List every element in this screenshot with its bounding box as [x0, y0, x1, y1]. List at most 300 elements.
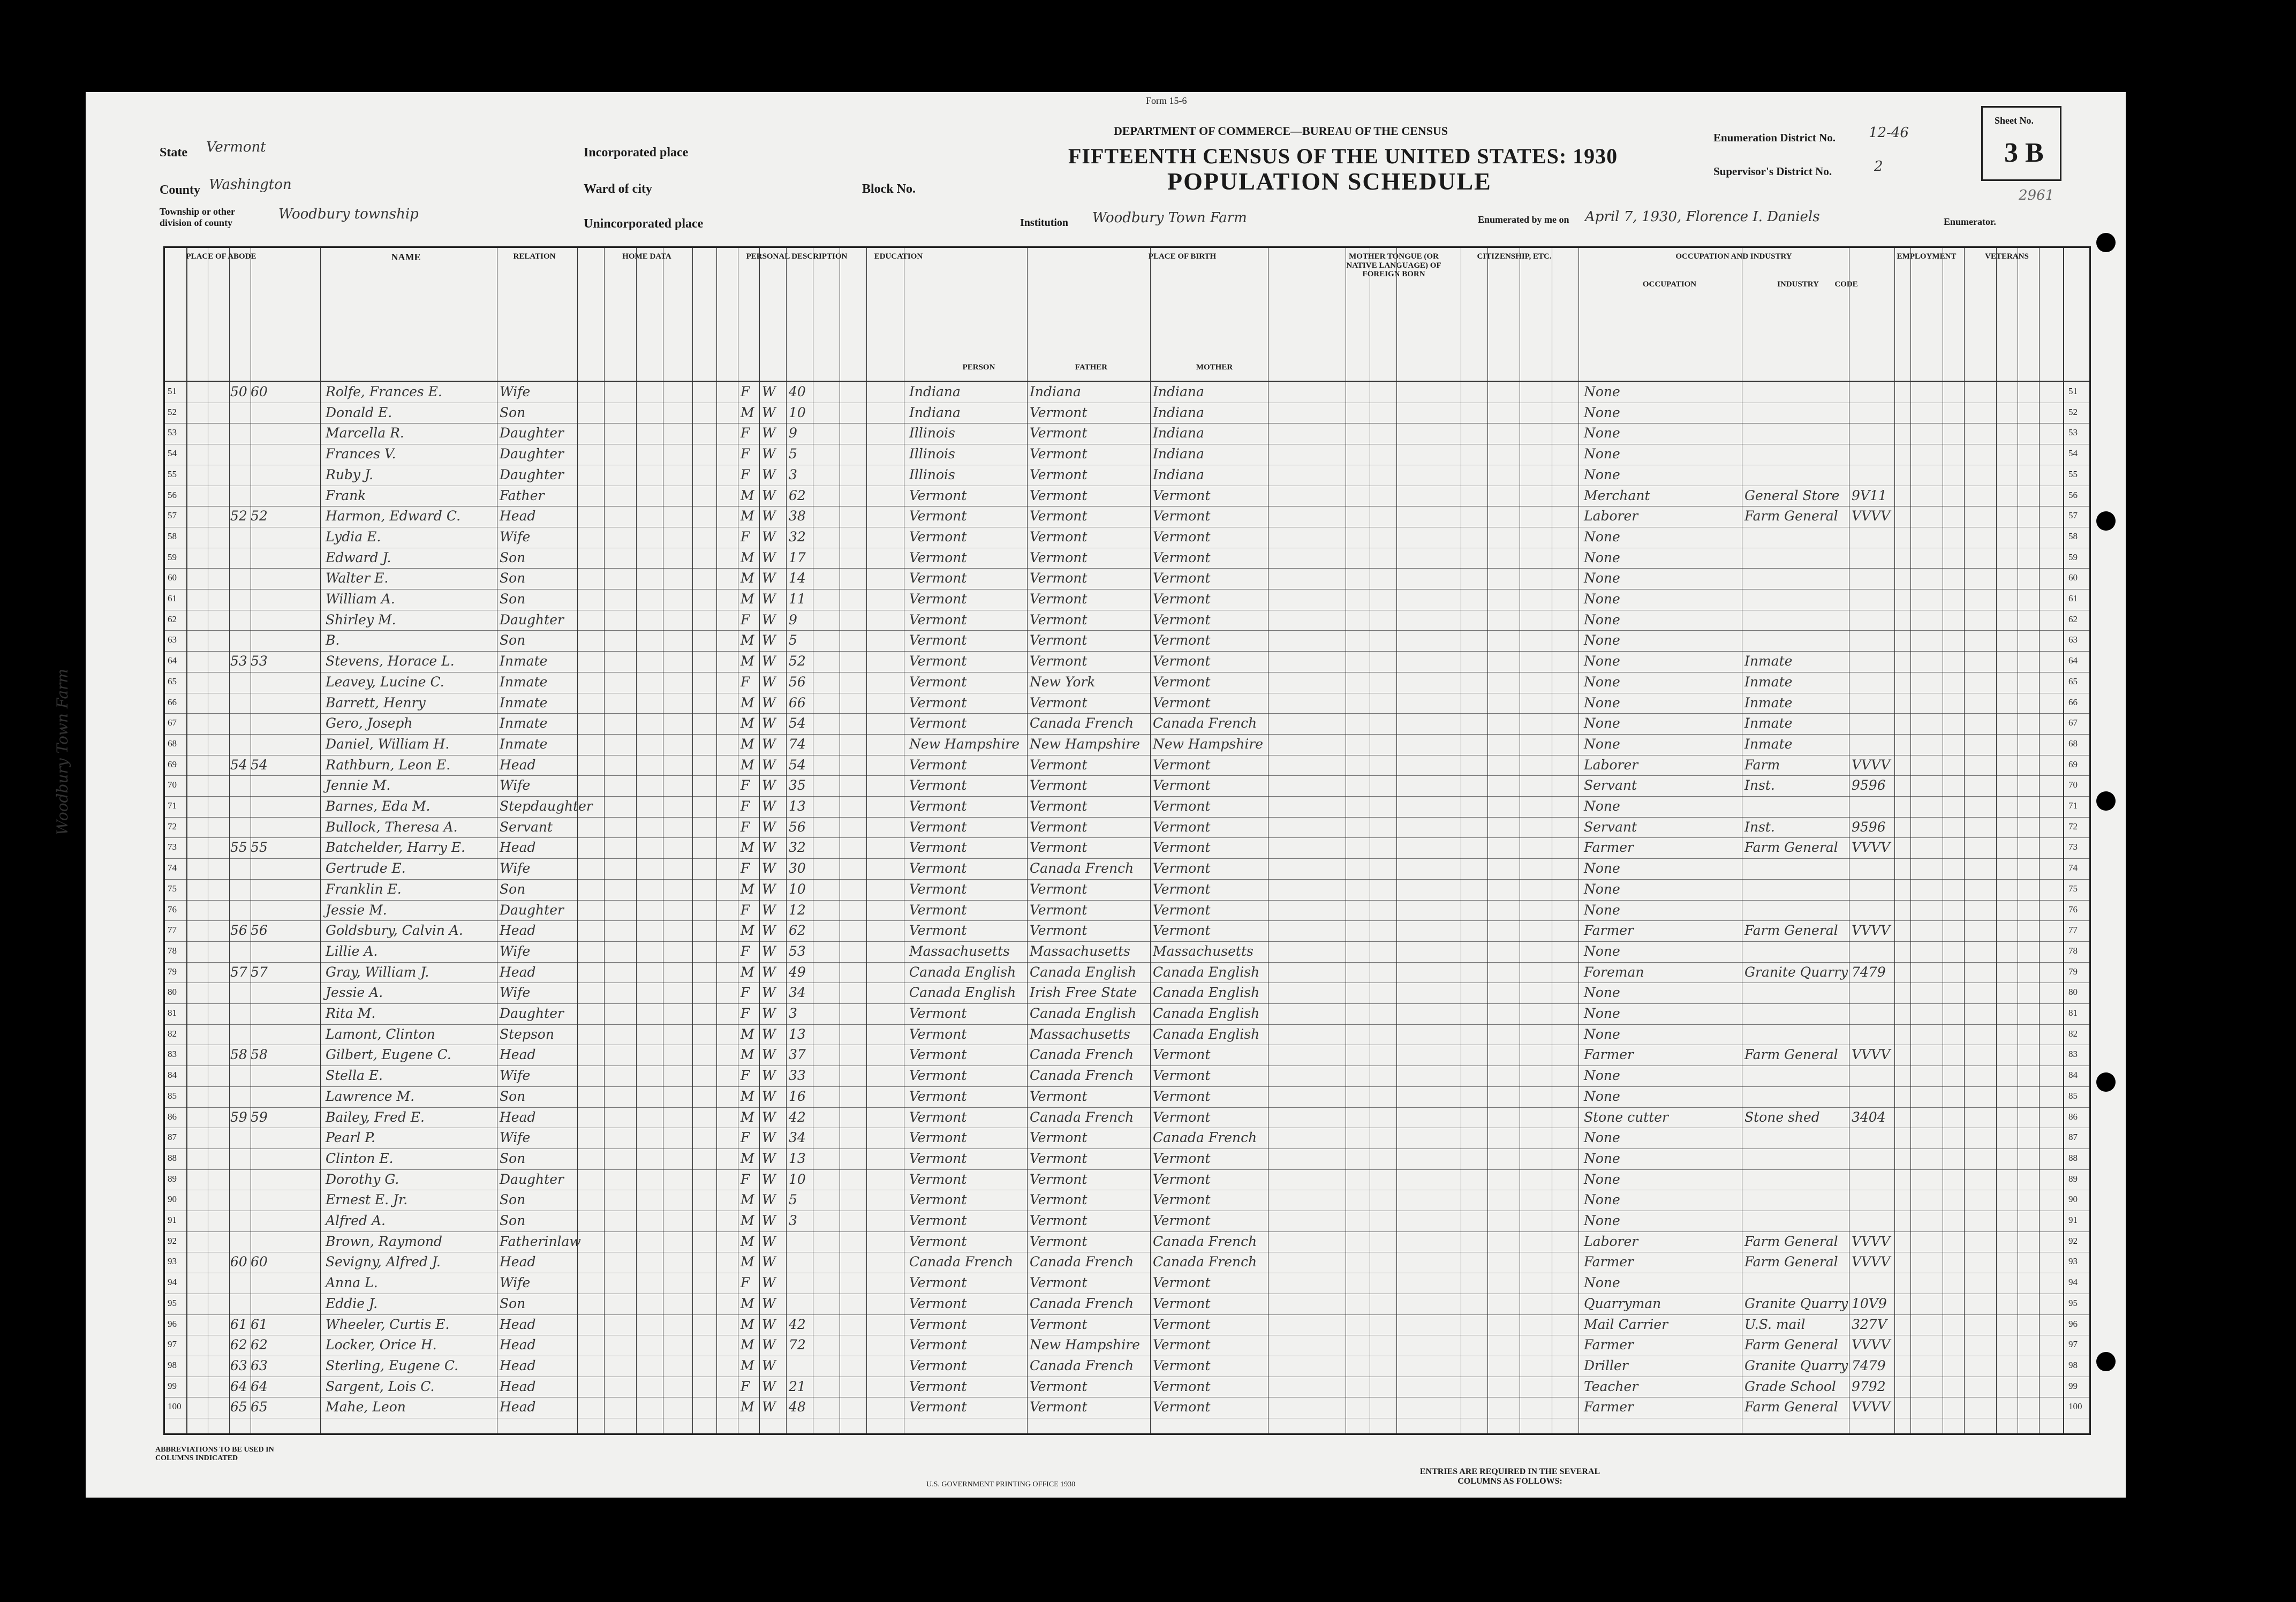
- cell-fpob: Vermont: [1030, 694, 1087, 711]
- line-number: 95: [168, 1297, 177, 1308]
- cell-sex: F: [741, 674, 750, 690]
- cell-rel: Wife: [500, 777, 531, 794]
- cell-name: Eddie J.: [326, 1295, 378, 1311]
- cell-dwell: 59: [230, 1109, 247, 1125]
- row-rule: [165, 589, 2089, 590]
- cell-age: 3: [789, 1006, 797, 1021]
- cell-dwell: 63: [230, 1357, 247, 1373]
- cell-occ: None: [1584, 860, 1620, 876]
- line-number-right: 83: [2068, 1049, 2078, 1060]
- cell-ind: Granite Quarry: [1744, 1295, 1848, 1311]
- line-number: 83: [168, 1049, 177, 1060]
- cell-sex: M: [741, 1088, 754, 1104]
- column-divider: [604, 248, 605, 1433]
- line-number: 58: [168, 531, 177, 541]
- cell-sex: M: [741, 736, 754, 752]
- cell-race: W: [762, 1068, 776, 1084]
- line-number: 85: [168, 1090, 177, 1101]
- cell-pob: Vermont: [909, 840, 967, 856]
- cell-pob: Vermont: [909, 549, 967, 565]
- cell-dwell: 58: [230, 1047, 247, 1063]
- line-number: 57: [168, 510, 177, 521]
- cell-fpob: Vermont: [1030, 1150, 1087, 1166]
- cell-code: 9V11: [1852, 487, 1887, 503]
- census-title: FIFTEENTH CENSUS OF THE UNITED STATES: 1930: [1068, 144, 1618, 168]
- line-number: 86: [168, 1111, 177, 1122]
- cell-race: W: [762, 943, 776, 959]
- binder-hole-1: [2096, 233, 2116, 252]
- line-number-right: 98: [2068, 1359, 2078, 1370]
- cell-race: W: [762, 1233, 776, 1249]
- cell-name: Ruby J.: [326, 466, 374, 482]
- cell-fpob: Vermont: [1030, 425, 1087, 441]
- cell-dwell: 64: [230, 1378, 247, 1394]
- row-rule: [165, 1231, 2089, 1232]
- cell-age: 32: [789, 528, 806, 545]
- row-rule: [165, 713, 2089, 714]
- incorporated-label: Incorporated place: [584, 146, 689, 160]
- line-number-right: 56: [2068, 489, 2078, 500]
- header-occupation: OCCUPATION: [1642, 280, 1697, 289]
- line-number-right: 54: [2068, 448, 2078, 459]
- cell-ind: Granite Quarry: [1744, 1357, 1848, 1373]
- cell-mpob: Vermont: [1153, 1068, 1211, 1084]
- cell-rel: Wife: [500, 860, 531, 876]
- cell-race: W: [762, 1337, 776, 1353]
- cell-race: W: [762, 1088, 776, 1104]
- line-number-right: 91: [2068, 1215, 2078, 1225]
- line-number: 71: [168, 800, 177, 811]
- cell-occ: Stone cutter: [1584, 1109, 1669, 1125]
- cell-fpob: Vermont: [1030, 1171, 1087, 1187]
- cell-mpob: Vermont: [1153, 819, 1211, 835]
- cell-pob: Vermont: [909, 881, 967, 897]
- cell-mpob: Vermont: [1153, 570, 1211, 586]
- cell-fpob: Vermont: [1030, 1192, 1087, 1208]
- column-divider: [577, 248, 578, 1433]
- cell-occ: Farmer: [1584, 923, 1634, 939]
- binder-hole-3: [2096, 791, 2116, 811]
- cell-sex: F: [741, 528, 750, 545]
- cell-race: W: [762, 1378, 776, 1394]
- line-number-right: 62: [2068, 614, 2078, 624]
- cell-rel: Head: [500, 1047, 536, 1063]
- cell-name: Shirley M.: [326, 611, 396, 628]
- cell-pob: Vermont: [909, 528, 967, 545]
- cell-fam: 58: [251, 1047, 268, 1063]
- cell-mpob: Vermont: [1153, 1337, 1211, 1353]
- line-number: 59: [168, 551, 177, 562]
- cell-name: Jennie M.: [326, 777, 391, 794]
- cell-fpob: Vermont: [1030, 1233, 1087, 1249]
- header-industry: INDUSTRY: [1777, 280, 1819, 289]
- group-veterans: VETERANS: [1985, 252, 2029, 261]
- cell-age: 34: [789, 985, 806, 1001]
- cell-pob: Vermont: [909, 632, 967, 648]
- binder-hole-2: [2096, 511, 2116, 531]
- cell-fpob: Irish Free State: [1030, 985, 1137, 1001]
- cell-mpob: Vermont: [1153, 632, 1211, 648]
- cell-occ: None: [1584, 736, 1620, 752]
- cell-race: W: [762, 1109, 776, 1125]
- cell-occ: None: [1584, 1006, 1620, 1021]
- cell-ind: Stone shed: [1744, 1109, 1820, 1125]
- cell-sex: F: [741, 466, 750, 482]
- cell-race: W: [762, 611, 776, 628]
- row-rule: [165, 651, 2089, 652]
- cell-age: 33: [789, 1068, 806, 1084]
- cell-mpob: Canada English: [1153, 1006, 1260, 1021]
- cell-sex: M: [741, 1109, 754, 1125]
- cell-occ: Teacher: [1584, 1378, 1638, 1394]
- cell-pob: Vermont: [909, 1378, 967, 1394]
- cell-occ: Merchant: [1584, 487, 1650, 503]
- township-label: Township or other division of county: [160, 206, 235, 228]
- cell-ind: Inst.: [1744, 777, 1775, 794]
- cell-pob: Indiana: [909, 404, 961, 420]
- line-number-right: 95: [2068, 1297, 2078, 1308]
- cell-rel: Daughter: [500, 902, 564, 918]
- cell-race: W: [762, 923, 776, 939]
- cell-sex: M: [741, 570, 754, 586]
- line-number: 96: [168, 1318, 177, 1329]
- cell-fpob: Canada French: [1030, 1047, 1134, 1063]
- cell-age: 38: [789, 508, 806, 524]
- group-home-data: HOME DATA: [622, 252, 671, 261]
- line-number: 78: [168, 945, 177, 956]
- cell-race: W: [762, 819, 776, 835]
- cell-rel: Stepdaughter: [500, 798, 593, 814]
- line-number-right: 68: [2068, 738, 2078, 749]
- printer-line: U.S. GOVERNMENT PRINTING OFFICE 1930: [926, 1480, 1076, 1488]
- cell-sex: M: [741, 1399, 754, 1415]
- cell-pob: Vermont: [909, 1088, 967, 1104]
- line-number: 99: [168, 1380, 177, 1391]
- header-code: CODE: [1834, 280, 1858, 289]
- line-number: 62: [168, 614, 177, 624]
- cell-age: 54: [789, 757, 806, 773]
- line-number-right: 96: [2068, 1318, 2078, 1329]
- cell-race: W: [762, 674, 776, 690]
- cell-rel: Son: [500, 549, 526, 565]
- cell-occ: None: [1584, 446, 1620, 462]
- cell-fpob: Indiana: [1030, 384, 1081, 399]
- cell-age: 52: [789, 653, 806, 669]
- row-rule: [165, 941, 2089, 942]
- cell-name: Rathburn, Leon E.: [326, 757, 451, 773]
- cell-pob: Vermont: [909, 1337, 967, 1353]
- cell-pob: Vermont: [909, 1047, 967, 1063]
- cell-fpob: Vermont: [1030, 611, 1087, 628]
- cell-age: 72: [789, 1337, 806, 1353]
- row-rule: [165, 920, 2089, 921]
- sheet-number-box: [1981, 106, 2061, 181]
- cell-dwell: 57: [230, 964, 247, 980]
- cell-age: 32: [789, 840, 806, 856]
- cell-code: 10V9: [1852, 1295, 1887, 1311]
- column-divider: [1996, 248, 1997, 1433]
- cell-mpob: Massachusetts: [1153, 943, 1253, 959]
- state-value: Vermont: [206, 139, 266, 155]
- line-number-right: 100: [2068, 1401, 2082, 1412]
- cell-rel: Head: [500, 840, 536, 856]
- cell-fam: 64: [251, 1378, 268, 1394]
- cell-rel: Son: [500, 591, 526, 607]
- line-number-right: 51: [2068, 386, 2078, 396]
- cell-pob: Vermont: [909, 674, 967, 690]
- line-number-right: 76: [2068, 904, 2078, 915]
- cell-race: W: [762, 985, 776, 1001]
- cell-pob: Vermont: [909, 1295, 967, 1311]
- cell-rel: Daughter: [500, 1171, 564, 1187]
- line-number: 80: [168, 987, 177, 998]
- cell-sex: F: [741, 384, 750, 399]
- line-number-right: 78: [2068, 945, 2078, 956]
- cell-race: W: [762, 736, 776, 752]
- cell-age: 16: [789, 1088, 806, 1104]
- cell-name: Barrett, Henry: [326, 694, 426, 711]
- cell-occ: None: [1584, 1068, 1620, 1084]
- county-label: County: [160, 183, 201, 197]
- line-number-right: 71: [2068, 800, 2078, 811]
- cell-code: 9596: [1852, 777, 1886, 794]
- cell-rel: Son: [500, 1295, 526, 1311]
- cell-occ: None: [1584, 549, 1620, 565]
- line-number: 69: [168, 759, 177, 769]
- cell-code: 9596: [1852, 819, 1886, 835]
- cell-occ: None: [1584, 570, 1620, 586]
- line-number: 72: [168, 821, 177, 832]
- cell-fpob: Vermont: [1030, 902, 1087, 918]
- cell-mpob: Indiana: [1153, 404, 1204, 420]
- header-rule: [165, 381, 2089, 382]
- cell-rel: Head: [500, 757, 536, 773]
- line-number-right: 86: [2068, 1111, 2078, 1122]
- line-number-right: 75: [2068, 883, 2078, 894]
- cell-fpob: Vermont: [1030, 528, 1087, 545]
- cell-race: W: [762, 1254, 776, 1270]
- line-number-right: 99: [2068, 1380, 2078, 1391]
- cell-age: 5: [789, 1192, 797, 1208]
- line-number-right: 65: [2068, 676, 2078, 686]
- cell-rel: Wife: [500, 943, 531, 959]
- cell-occ: None: [1584, 528, 1620, 545]
- row-rule: [165, 817, 2089, 818]
- cell-occ: Quarryman: [1584, 1295, 1661, 1311]
- cell-sex: M: [741, 1254, 754, 1270]
- line-number: 52: [168, 406, 177, 417]
- cell-sex: M: [741, 508, 754, 524]
- cell-name: Leavey, Lucine C.: [326, 674, 444, 690]
- line-number: 73: [168, 842, 177, 852]
- cell-ind: U.S. mail: [1744, 1316, 1806, 1332]
- cell-fam: 63: [251, 1357, 268, 1373]
- cell-mpob: Vermont: [1153, 694, 1211, 711]
- line-number-right: 94: [2068, 1277, 2078, 1288]
- cell-age: 53: [789, 943, 806, 959]
- cell-pob: Vermont: [909, 694, 967, 711]
- cell-age: 13: [789, 1026, 806, 1042]
- cell-occ: Mail Carrier: [1584, 1316, 1668, 1332]
- cell-age: 66: [789, 694, 806, 711]
- line-number: 79: [168, 966, 177, 977]
- cell-ind: Inst.: [1744, 819, 1775, 835]
- cell-sex: M: [741, 1337, 754, 1353]
- line-number-right: 84: [2068, 1070, 2078, 1080]
- cell-occ: Farmer: [1584, 1337, 1634, 1353]
- cell-occ: None: [1584, 798, 1620, 814]
- cell-rel: Head: [500, 1316, 536, 1332]
- cell-mpob: Vermont: [1153, 1295, 1211, 1311]
- cell-dwell: 50: [230, 384, 247, 399]
- line-number-right: 79: [2068, 966, 2078, 977]
- row-rule: [165, 630, 2089, 631]
- cell-fpob: Vermont: [1030, 1213, 1087, 1228]
- cell-rel: Wife: [500, 1130, 531, 1146]
- cell-fpob: Vermont: [1030, 819, 1087, 835]
- cell-occ: Farmer: [1584, 1399, 1634, 1415]
- cell-age: 12: [789, 902, 806, 918]
- cell-ind: Farm General: [1744, 1337, 1838, 1353]
- cell-race: W: [762, 1213, 776, 1228]
- cell-fam: 62: [251, 1337, 268, 1353]
- cell-mpob: Vermont: [1153, 1213, 1211, 1228]
- cell-mpob: Vermont: [1153, 1171, 1211, 1187]
- cell-sex: F: [741, 425, 750, 441]
- cell-occ: None: [1584, 1213, 1620, 1228]
- line-number-right: 89: [2068, 1173, 2078, 1184]
- group-place-of-birth: PLACE OF BIRTH: [1148, 252, 1217, 261]
- cell-mpob: Vermont: [1153, 549, 1211, 565]
- cell-ind: Farm General: [1744, 1233, 1838, 1249]
- cell-name: Walter E.: [326, 570, 389, 586]
- cell-pob: Canada English: [909, 985, 1016, 1001]
- cell-mpob: Indiana: [1153, 466, 1204, 482]
- cell-sex: M: [741, 694, 754, 711]
- cell-sex: F: [741, 798, 750, 814]
- column-divider: [320, 248, 321, 1433]
- cell-pob: Vermont: [909, 1316, 967, 1332]
- cell-mpob: Vermont: [1153, 611, 1211, 628]
- cell-fpob: Vermont: [1030, 1130, 1087, 1146]
- enumerated-value: April 7, 1930, Florence I. Daniels: [1585, 209, 1820, 225]
- cell-code: VVVV: [1852, 840, 1891, 856]
- cell-pob: Illinois: [909, 466, 955, 482]
- cell-name: Locker, Orice H.: [326, 1337, 437, 1353]
- cell-mpob: Vermont: [1153, 1150, 1211, 1166]
- cell-race: W: [762, 384, 776, 399]
- cell-pob: Vermont: [909, 1192, 967, 1208]
- cell-fam: 54: [251, 757, 268, 773]
- row-rule: [165, 1148, 2089, 1149]
- cell-rel: Wife: [500, 528, 531, 545]
- cell-fpob: Vermont: [1030, 1088, 1087, 1104]
- cell-name: Lawrence M.: [326, 1088, 415, 1104]
- department-line: DEPARTMENT OF COMMERCE—BUREAU OF THE CENSUS: [1114, 124, 1448, 138]
- enumerator-label: Enumerator.: [1944, 216, 1996, 227]
- header-father: FATHER: [1075, 363, 1108, 372]
- cell-mpob: Indiana: [1153, 425, 1204, 441]
- cell-name: Jessie A.: [326, 985, 383, 1001]
- cell-sex: M: [741, 1357, 754, 1373]
- line-number-right: 63: [2068, 634, 2078, 645]
- cell-sex: M: [741, 591, 754, 607]
- cell-age: 30: [789, 860, 806, 876]
- cell-rel: Inmate: [500, 694, 548, 711]
- line-number-right: 88: [2068, 1152, 2078, 1163]
- cell-code: VVVV: [1852, 508, 1891, 524]
- cell-pob: Vermont: [909, 1026, 967, 1042]
- cell-sex: M: [741, 404, 754, 420]
- cell-age: 14: [789, 570, 806, 586]
- cell-fpob: Vermont: [1030, 1378, 1087, 1394]
- cell-rel: Son: [500, 570, 526, 586]
- cell-sex: F: [741, 860, 750, 876]
- cell-mpob: Vermont: [1153, 757, 1211, 773]
- cell-code: 7479: [1852, 964, 1886, 980]
- cell-race: W: [762, 591, 776, 607]
- cell-name: Bullock, Theresa A.: [326, 819, 458, 835]
- cell-age: 21: [789, 1378, 806, 1394]
- cell-fpob: Vermont: [1030, 549, 1087, 565]
- cell-occ: Driller: [1584, 1357, 1628, 1373]
- cell-fam: 59: [251, 1109, 268, 1125]
- cell-name: Marcella R.: [326, 425, 404, 441]
- institution-label: Institution: [1020, 217, 1069, 229]
- cell-race: W: [762, 1006, 776, 1021]
- institution-value: Woodbury Town Farm: [1092, 210, 1247, 226]
- cell-pob: Vermont: [909, 487, 967, 503]
- cell-fpob: Vermont: [1030, 487, 1087, 503]
- line-number-right: 70: [2068, 780, 2078, 790]
- cell-rel: Son: [500, 404, 526, 420]
- cell-dwell: 54: [230, 757, 247, 773]
- cell-occ: None: [1584, 674, 1620, 690]
- cell-race: W: [762, 964, 776, 980]
- column-divider: [1150, 248, 1151, 1433]
- cell-pob: Vermont: [909, 591, 967, 607]
- state-label: State: [160, 146, 187, 160]
- cell-race: W: [762, 1316, 776, 1332]
- cell-race: W: [762, 1026, 776, 1042]
- group-citizenship: CITIZENSHIP, ETC.: [1477, 252, 1552, 261]
- cell-code: 7479: [1852, 1357, 1886, 1373]
- cell-pob: Vermont: [909, 1109, 967, 1125]
- column-divider: [1964, 248, 1965, 1433]
- cell-rel: Wife: [500, 1275, 531, 1291]
- cell-fpob: Vermont: [1030, 777, 1087, 794]
- cell-name: Lydia E.: [326, 528, 381, 545]
- cell-occ: Farmer: [1584, 840, 1634, 856]
- cell-name: Sterling, Eugene C.: [326, 1357, 459, 1373]
- cell-fpob: Vermont: [1030, 1316, 1087, 1332]
- cell-name: Franklin E.: [326, 881, 402, 897]
- cell-mpob: Canada English: [1153, 964, 1260, 980]
- line-number-right: 53: [2068, 427, 2078, 438]
- cell-pob: Illinois: [909, 425, 955, 441]
- cell-fpob: Vermont: [1030, 881, 1087, 897]
- margin-note: Woodbury Town Farm: [54, 669, 71, 835]
- row-rule: [165, 796, 2089, 797]
- line-number: 88: [168, 1152, 177, 1163]
- cell-pob: Vermont: [909, 611, 967, 628]
- entries-title: ENTRIES ARE REQUIRED IN THE SEVERAL COLUMNS AS FOLLOWS:: [1419, 1467, 1600, 1486]
- cell-ind: Inmate: [1744, 715, 1793, 731]
- cell-pob: Vermont: [909, 570, 967, 586]
- cell-race: W: [762, 694, 776, 711]
- cell-fpob: Canada French: [1030, 1109, 1134, 1125]
- cell-mpob: Vermont: [1153, 1192, 1211, 1208]
